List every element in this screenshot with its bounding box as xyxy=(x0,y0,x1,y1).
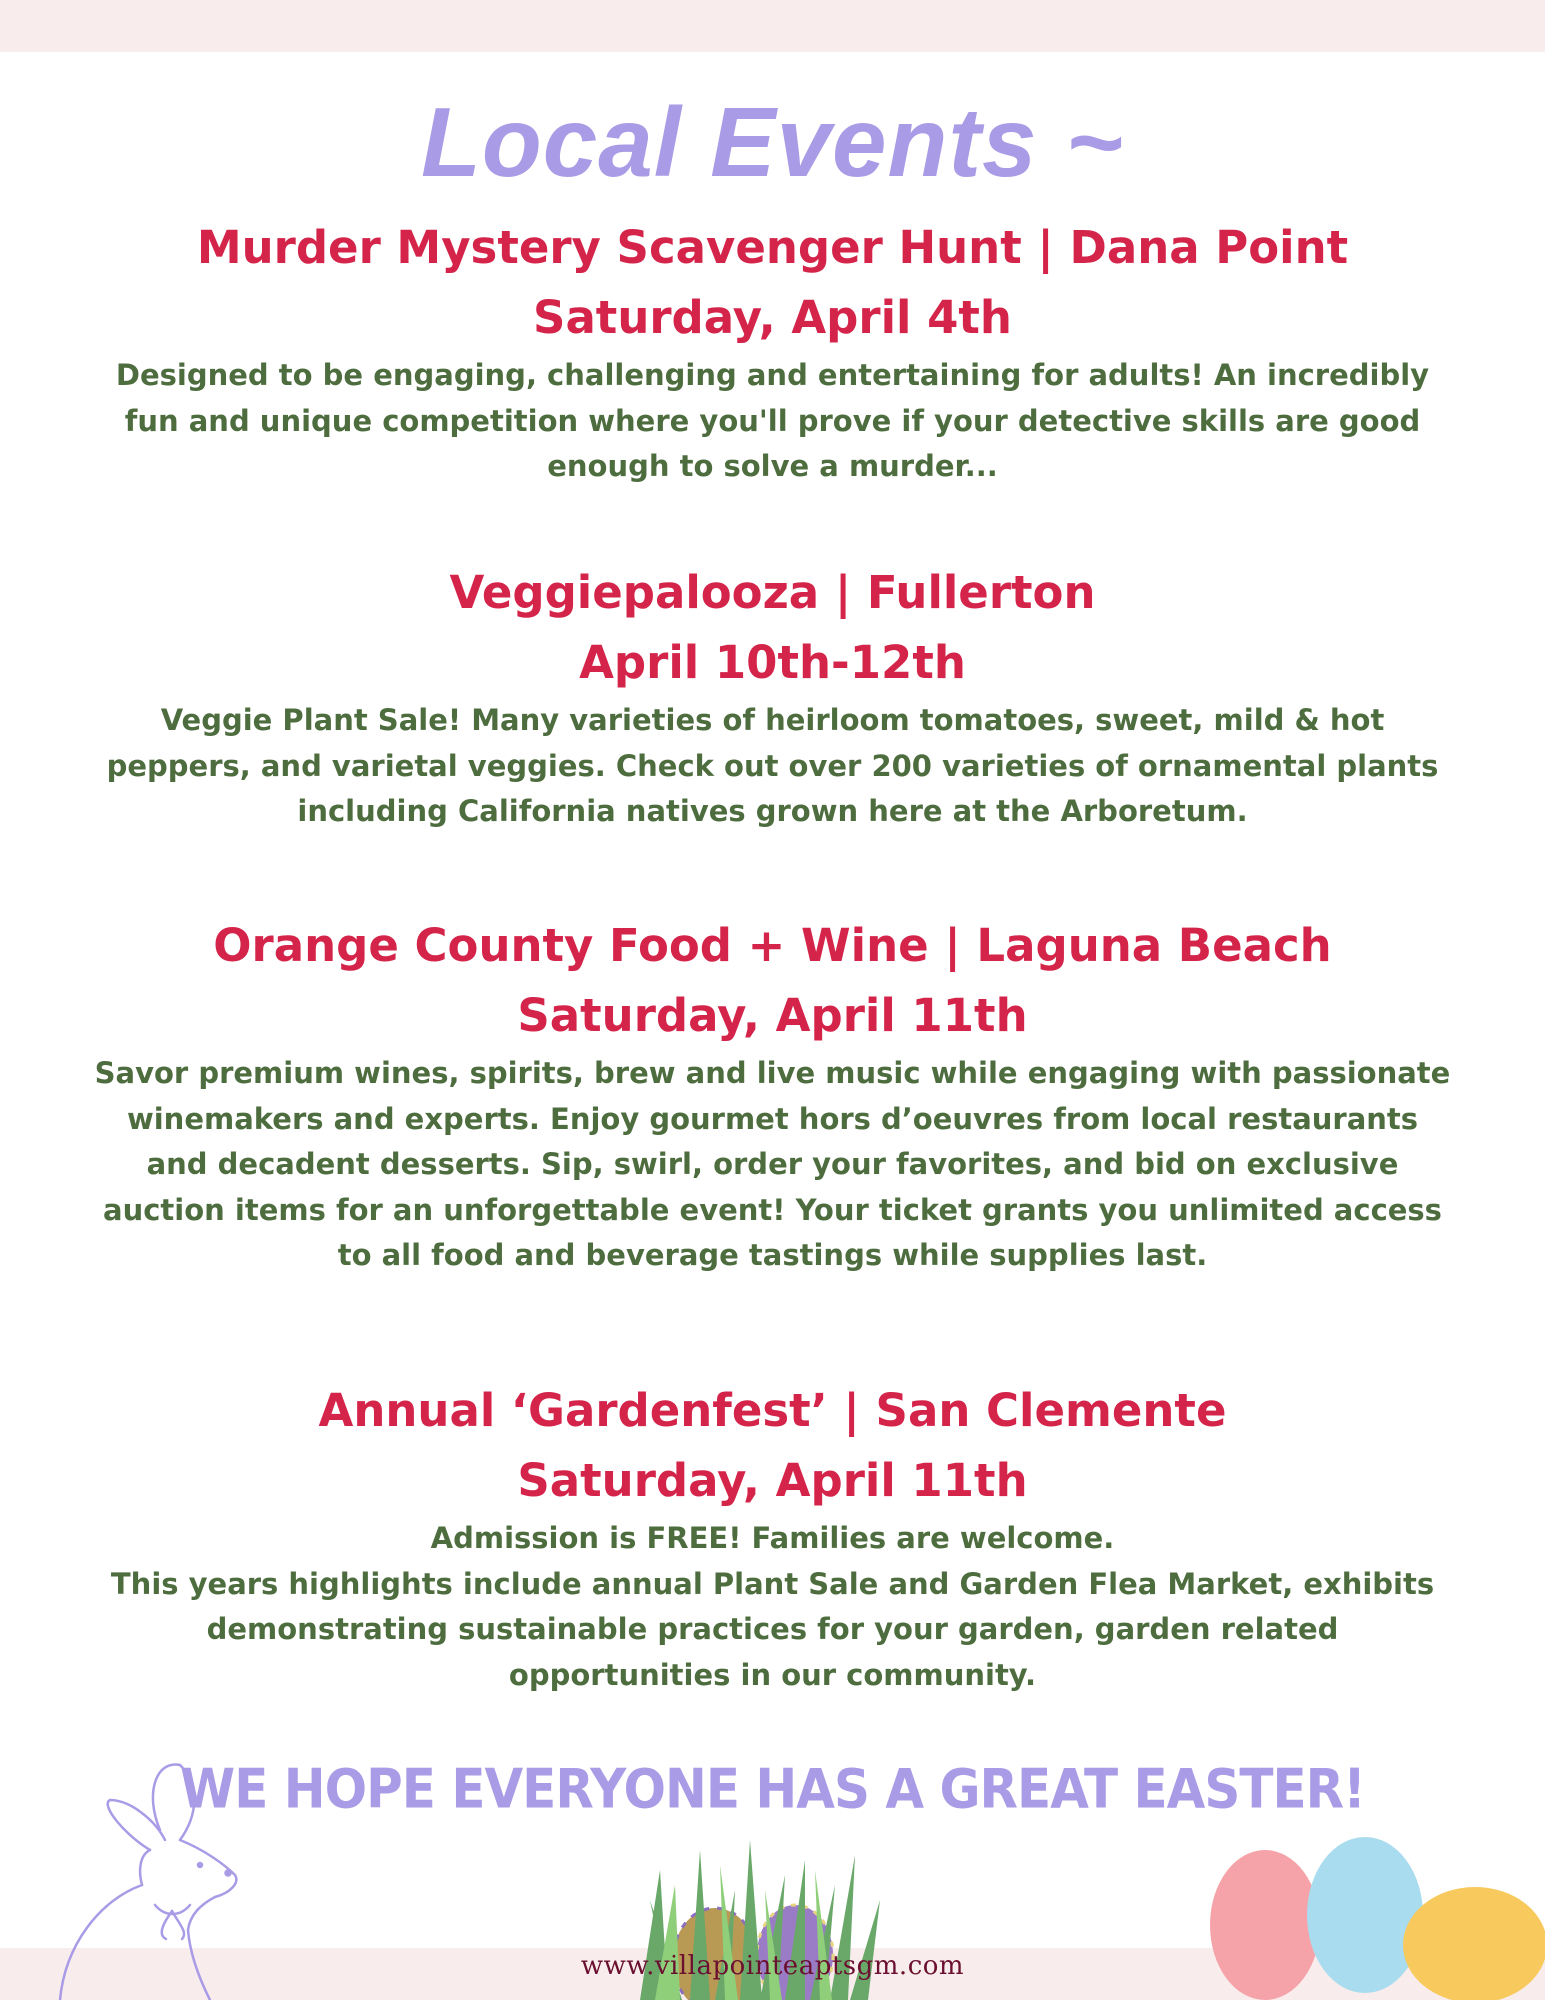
description-line: opportunities in our community. xyxy=(508,1657,1037,1692)
description-line: to all food and beverage tastings while supplies last. xyxy=(337,1238,1208,1272)
event-title: Orange County Food + Wine | Laguna Beach xyxy=(213,919,1332,972)
event-description xyxy=(90,1516,1455,1698)
event-gardenfest xyxy=(90,1376,1455,1698)
description-line: auction items for an unforgettable event! Your ticket grants you unlimited access xyxy=(103,1192,1442,1227)
event-veggiepalooza xyxy=(90,558,1455,835)
description-line: enough to solve a murder... xyxy=(547,449,998,483)
event-description xyxy=(90,1051,1455,1279)
event-oc-food-wine xyxy=(90,911,1455,1279)
event-date: April 10th-12th xyxy=(579,636,966,689)
description-line: including California natives grown here at the Arboretum. xyxy=(297,794,1248,828)
top-band xyxy=(0,0,1545,52)
easter-message: WE HOPE EVERYONE HAS A GREAT EASTER! xyxy=(180,1757,1365,1821)
page-title: Local Events ~ xyxy=(420,87,1124,197)
description-line: Savor premium wines, spirits, brew and live music while engaging with passionate xyxy=(94,1056,1451,1090)
description-line: This years highlights include annual Plant Sale and Garden Flea Market, exhibits xyxy=(110,1566,1435,1601)
event-date: Saturday, April 11th xyxy=(517,989,1028,1042)
description-line: Veggie Plant Sale! Many varieties of heirloom tomatoes, sweet, mild & hot xyxy=(160,703,1385,737)
description-line: Designed to be engaging, challenging and entertaining for adults! An incredibly xyxy=(115,358,1430,392)
event-date: Saturday, April 11th xyxy=(517,1454,1028,1507)
description-line: fun and unique competition where you'll prove if your detective skills are good xyxy=(124,403,1421,438)
description-line: and decadent desserts. Sip, swirl, order your favorites, and bid on exclusive xyxy=(146,1147,1399,1181)
description-line: peppers, and varietal veggies. Check out over 200 varieties of ornamental plants xyxy=(106,748,1439,783)
event-murder-mystery xyxy=(90,213,1455,490)
event-description xyxy=(90,353,1455,490)
description-line: demonstrating sustainable practices for your garden, garden related xyxy=(206,1612,1339,1646)
event-description xyxy=(90,698,1455,835)
description-line: Admission is FREE! Families are welcome. xyxy=(430,1521,1115,1555)
event-title: Annual ‘Gardenfest’ | San Clemente xyxy=(318,1384,1227,1437)
event-title: Murder Mystery Scavenger Hunt | Dana Point xyxy=(196,221,1349,274)
website-url[interactable]: www.villapointeaptsgm.com xyxy=(580,1951,965,1981)
event-date: Saturday, April 4th xyxy=(533,291,1012,344)
description-line: winemakers and experts. Enjoy gourmet hors d’oeuvres from local restaurants xyxy=(126,1101,1419,1136)
event-title: Veggiepalooza | Fullerton xyxy=(449,566,1096,619)
